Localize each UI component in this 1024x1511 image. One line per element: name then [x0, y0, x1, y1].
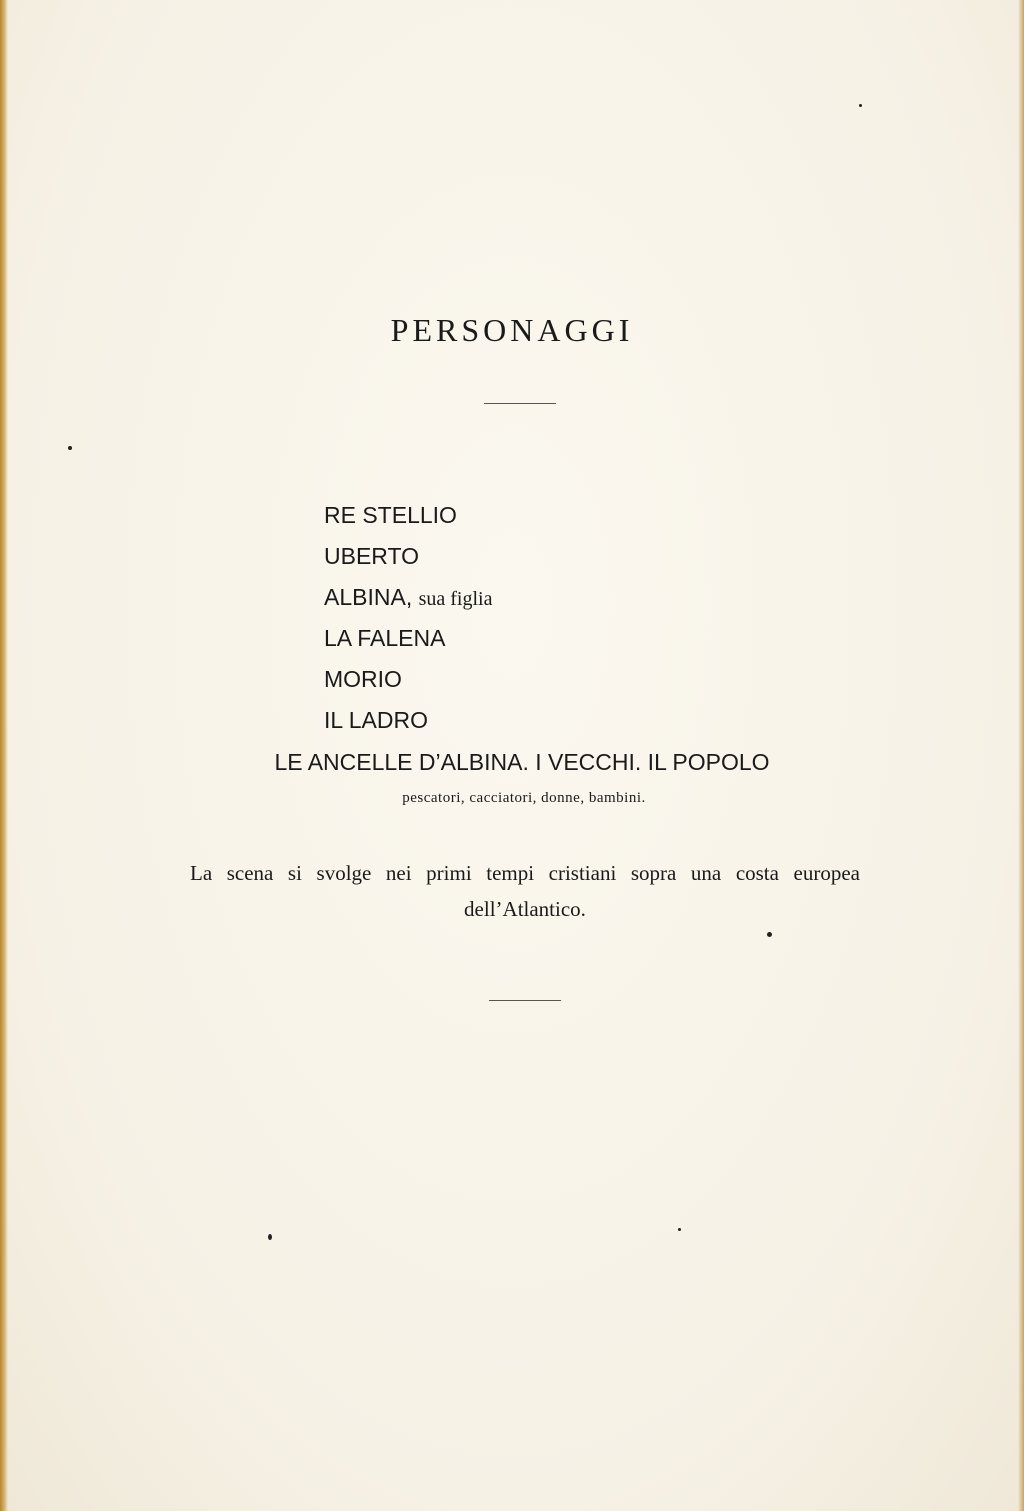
page-title: PERSONAGGI — [390, 312, 634, 348]
cast-name: IL LADRO — [324, 707, 428, 733]
cast-name: RE STELLIO — [324, 502, 457, 528]
cast-name: ALBINA, — [324, 584, 413, 610]
setting-description: La scena si svolge nei primi tempi cristiani sopra una costa europea dell’Atlantico. — [190, 861, 860, 921]
cast-name: MORIO — [324, 666, 402, 692]
paper-speck — [68, 446, 72, 450]
crowd-line: LE ANCELLE D’ALBINA. I VECCHI. IL POPOLO — [274, 749, 770, 775]
cast-name: LA FALENA — [324, 625, 446, 651]
cast-list — [324, 495, 492, 741]
cast-item — [324, 536, 492, 577]
cast-item — [324, 577, 492, 618]
paper-speck — [268, 1234, 272, 1240]
divider-bottom — [489, 1000, 561, 1001]
paper-speck — [859, 104, 862, 107]
cast-name: UBERTO — [324, 543, 420, 569]
cast-item — [324, 700, 492, 741]
crowd-detail: pescatori, cacciatori, donne, bambini. — [402, 790, 646, 806]
cast-item — [324, 659, 492, 700]
cast-note: sua figlia — [418, 588, 493, 610]
paper-speck — [767, 932, 772, 937]
paper-speck — [678, 1228, 681, 1231]
cast-item — [324, 495, 492, 536]
cast-item — [324, 618, 492, 659]
divider-top — [484, 403, 556, 404]
